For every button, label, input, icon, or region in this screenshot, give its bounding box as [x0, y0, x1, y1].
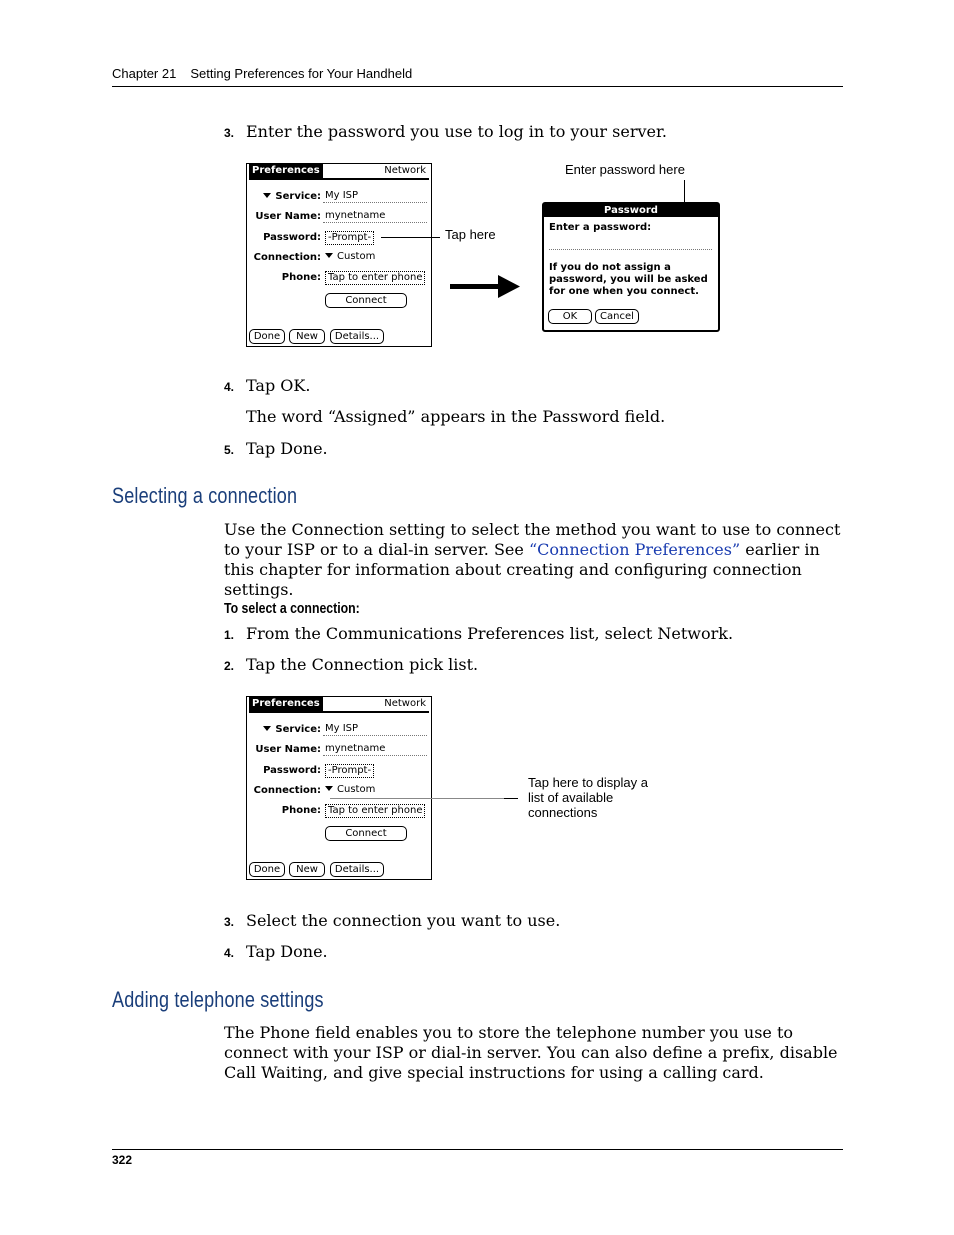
footer-rule [112, 1149, 843, 1150]
step-3-select-connection [224, 911, 560, 932]
callout-leader-connection [330, 798, 518, 799]
paragraph-adding-telephone: The Phone field enables you to store the telephone number you use to connect with your ISP or dial-in server. You can also define a prefix, disable Call Waiting, and give special instructions for using a calling card. [224, 1023, 838, 1082]
step-number: 5. [224, 443, 235, 457]
service-value[interactable]: My ISP [325, 723, 359, 734]
title-rule [249, 178, 429, 180]
phone-field[interactable]: Tap to enter phone [325, 804, 425, 818]
connection-pick-list[interactable] [325, 251, 375, 262]
screen-title: Preferences [249, 697, 323, 711]
connection-value: Custom [337, 251, 376, 262]
paragraph-selecting-connection [224, 520, 844, 600]
step-number: 1. [224, 628, 235, 642]
phone-label: Phone: [281, 805, 321, 816]
password-dialog [542, 202, 720, 332]
paragraph-text: Use the Connection setting to select the method you want to use to connect to your ISP or to a dial-in server. See [224, 520, 841, 559]
step-text: The word “Assigned” appears in the Password field. [246, 407, 666, 426]
paragraph-text: earlier in this chapter for information about creating and configuring connection settings. [224, 540, 820, 599]
callout-line: connections [528, 805, 598, 820]
username-label: User Name: [255, 744, 321, 755]
step-text: Tap OK. [246, 376, 311, 395]
category-label: Network [384, 165, 426, 176]
connection-pick-list[interactable] [325, 784, 375, 795]
chapter-label: Chapter 21 [112, 66, 177, 81]
connection-label: Connection: [253, 785, 321, 796]
title-rule [249, 711, 429, 713]
step-text: Tap Done. [246, 942, 328, 961]
done-button[interactable]: Done [249, 862, 285, 877]
dialog-title: Password [544, 204, 718, 217]
new-button[interactable]: New [289, 329, 325, 344]
password-field[interactable]: -Prompt- [325, 231, 374, 245]
step-number: 3. [224, 915, 235, 929]
details-button[interactable]: Details... [330, 862, 384, 877]
connection-value: Custom [337, 784, 376, 795]
username-underline [323, 222, 427, 223]
connect-button[interactable]: Connect [325, 293, 407, 308]
password-entry-line[interactable] [549, 249, 712, 250]
pick-list-triangle-icon [263, 193, 271, 198]
service-label [247, 724, 321, 735]
username-underline [323, 755, 427, 756]
category-label: Network [384, 698, 426, 709]
password-label: Password: [263, 765, 321, 776]
username-field[interactable]: mynetname [325, 210, 386, 221]
callout-tap-here: Tap here [445, 227, 496, 242]
dialog-prompt: Enter a password: [549, 222, 652, 233]
chapter-title: Setting Preferences for Your Handheld [190, 66, 413, 81]
service-underline [323, 735, 427, 736]
password-field[interactable]: -Prompt- [325, 764, 374, 778]
ok-button[interactable]: OK [548, 309, 592, 324]
callout-line: list of available [528, 790, 614, 805]
username-label: User Name: [255, 211, 321, 222]
callout-line: Tap here to display a [528, 775, 648, 790]
connect-button[interactable]: Connect [325, 826, 407, 841]
callout-leader-tap [381, 237, 440, 238]
step-5-tap-done [224, 439, 328, 460]
service-label-text: Service: [275, 724, 321, 735]
step-text: Enter the password you use to log in to your server. [246, 122, 667, 141]
details-button[interactable]: Details... [330, 329, 384, 344]
step-number: 2. [224, 659, 235, 673]
step-3-password [224, 122, 667, 143]
chevron-down-icon [325, 786, 333, 791]
step-text: Tap the Connection pick list. [246, 655, 479, 674]
heading-selecting-connection: Selecting a connection [112, 483, 298, 508]
step-text: Tap Done. [246, 439, 328, 458]
screen-title: Preferences [249, 164, 323, 178]
step-number: 3. [224, 126, 235, 140]
step-number: 4. [224, 946, 235, 960]
callout-connection-list [528, 775, 648, 820]
phone-field[interactable]: Tap to enter phone [325, 271, 425, 285]
callout-enter-password: Enter password here [565, 162, 685, 177]
step-2-tap-pick-list [224, 655, 478, 676]
palm-screen-figure-1 [246, 163, 432, 347]
new-button[interactable]: New [289, 862, 325, 877]
phone-label: Phone: [281, 272, 321, 283]
dialog-message: If you do not assign a password, you will be asked for one when you connect. [549, 262, 708, 297]
pick-list-triangle-icon [263, 726, 271, 731]
done-button[interactable]: Done [249, 329, 285, 344]
step-1-select-network [224, 624, 733, 645]
step-text: From the Communications Preferences list, select Network. [246, 624, 734, 643]
step-number: 4. [224, 380, 235, 394]
palm-screen-figure-2 [246, 696, 432, 880]
service-label-text: Service: [275, 191, 321, 202]
callout-leader-tick [504, 798, 518, 799]
chevron-down-icon [325, 253, 333, 258]
step-note-assigned [224, 407, 665, 427]
step-text: Select the connection you want to use. [246, 911, 561, 930]
cancel-button[interactable]: Cancel [595, 309, 639, 324]
right-arrow-icon [450, 272, 522, 302]
step-4-tap-ok [224, 376, 310, 397]
heading-adding-telephone: Adding telephone settings [112, 987, 324, 1012]
subheading-to-select: To select a connection: [224, 600, 360, 617]
username-field[interactable]: mynetname [325, 743, 386, 754]
service-underline [323, 202, 427, 203]
header-rule [112, 86, 843, 87]
service-label [247, 191, 321, 202]
connection-label: Connection: [253, 252, 321, 263]
running-head [112, 66, 412, 81]
page-number: 322 [112, 1153, 133, 1167]
step-4-tap-done [224, 942, 328, 963]
connection-preferences-link[interactable]: “Connection Preferences” [528, 540, 741, 559]
password-label: Password: [263, 232, 321, 243]
service-value[interactable]: My ISP [325, 190, 359, 201]
